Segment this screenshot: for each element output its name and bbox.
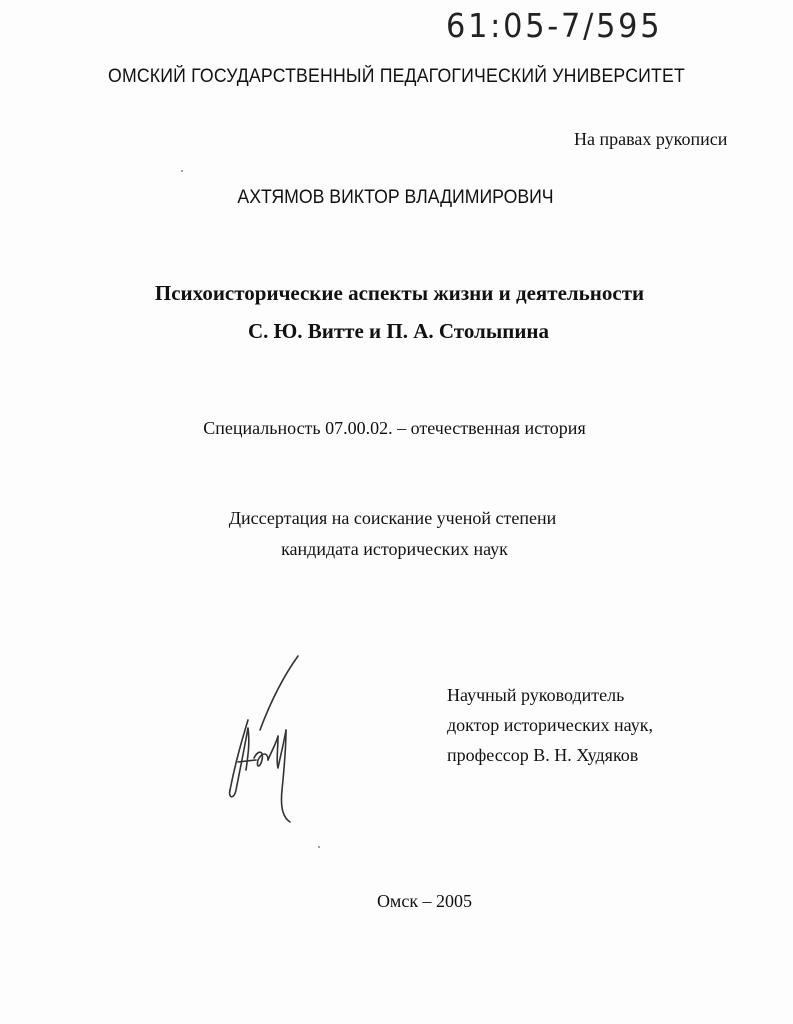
university-name: ОМСКИЙ ГОСУДАРСТВЕННЫЙ ПЕДАГОГИЧЕСКИЙ УНИВЕРСИТЕТ [108,66,685,87]
rights-note: На правах рукописи [574,129,728,149]
scan-speck [181,170,183,172]
dissertation-title-line1: Психоисторические аспекты жизни и деятельности [154,281,645,305]
archive-code: 61:05-7/595 [446,6,663,45]
supervisor-degree: доктор исторических наук, [447,715,653,735]
degree-line1: Диссертация на соискание ученой степени [228,508,557,528]
supervisor-name: профессор В. Н. Худяков [447,745,639,765]
dissertation-title-line2: С. Ю. Витте и П. А. Столыпина [247,319,550,343]
degree-line2: кандидата исторических наук [281,539,508,559]
author-signature [218,650,318,830]
author-name: АХТЯМОВ ВИКТОР ВЛАДИМИРОВИЧ [237,187,554,208]
city-year: Омск – 2005 [376,891,473,911]
scan-speck [318,846,320,848]
speciality-line: Специальность 07.00.02. – отечественная история [203,418,586,438]
supervisor-role: Научный руководитель [447,685,625,705]
